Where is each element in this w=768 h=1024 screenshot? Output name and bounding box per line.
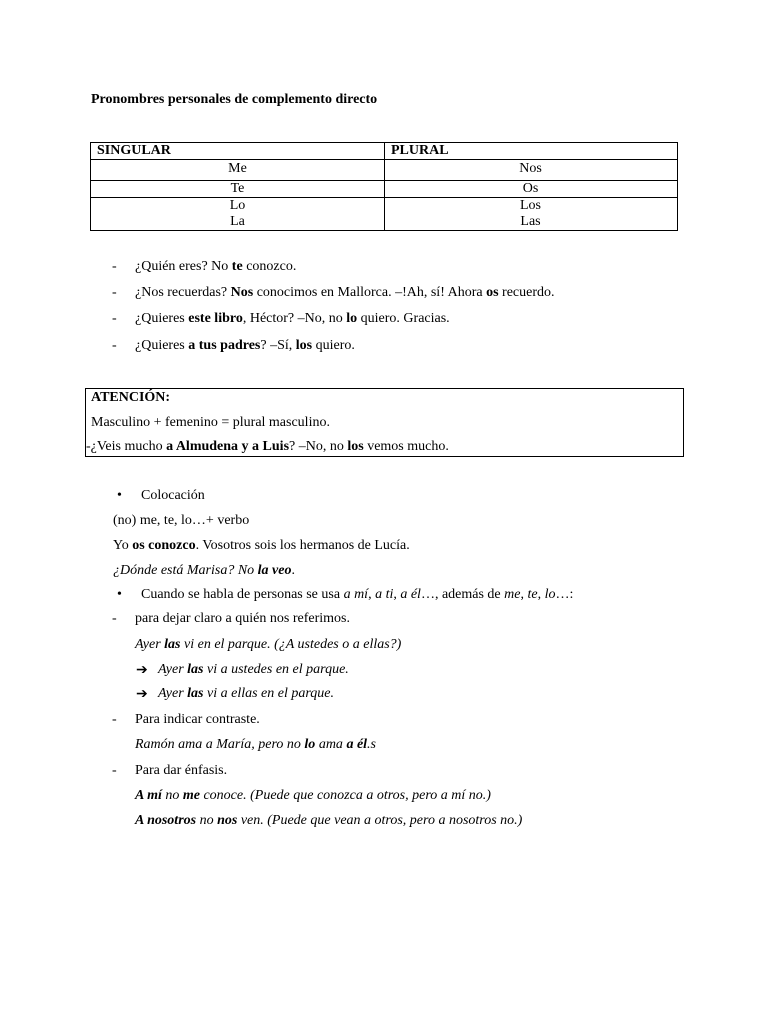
text-run: este libro bbox=[188, 311, 243, 326]
text-run: , Héctor? –No, no bbox=[242, 311, 347, 326]
attention-example bbox=[86, 439, 449, 455]
text-run: os bbox=[486, 285, 499, 300]
text-run: Ayer bbox=[158, 662, 188, 677]
list-dash: - bbox=[112, 712, 117, 727]
text-run: A mí bbox=[135, 788, 162, 803]
text-run: lo bbox=[346, 311, 358, 326]
colocacion-rule: (no) me, te, lo…+ verbo bbox=[113, 513, 250, 528]
text-run: me bbox=[504, 587, 521, 602]
text-run: -¿Veis mucho bbox=[86, 439, 167, 454]
list-dash: - bbox=[112, 285, 117, 300]
example-line bbox=[135, 311, 450, 327]
text-run: Nos bbox=[230, 285, 254, 300]
text-run: Cuando se habla de personas se usa bbox=[141, 587, 344, 602]
text-run: la veo bbox=[257, 563, 292, 578]
page-title: Pronombres personales de complemento directo bbox=[91, 92, 378, 107]
text-run: nos bbox=[217, 813, 238, 828]
list-dash: - bbox=[112, 338, 117, 353]
text-run: a ti bbox=[375, 587, 394, 602]
list-dash: - bbox=[112, 259, 117, 274]
text-run: te bbox=[527, 587, 538, 602]
use-example bbox=[135, 788, 491, 804]
text-run: las bbox=[187, 686, 204, 701]
text-run: Ayer bbox=[135, 637, 165, 652]
text-run: conoce. (Puede que conozca a otros, pero a mí no.) bbox=[199, 788, 491, 803]
list-dash: - bbox=[112, 611, 117, 626]
text-run: ¿Quieres bbox=[135, 338, 189, 353]
text-run: , bbox=[537, 587, 545, 602]
text-run: a él bbox=[346, 737, 368, 752]
text-run: . bbox=[291, 563, 295, 578]
text-run: recuerdo. bbox=[498, 285, 555, 300]
use-label: Para indicar contraste. bbox=[135, 712, 260, 727]
text-run: a mí bbox=[343, 587, 369, 602]
text-run: …, además de bbox=[420, 587, 505, 602]
bullet-icon: • bbox=[117, 488, 122, 503]
text-run: vemos mucho. bbox=[363, 439, 449, 454]
text-run: vi a ustedes en el parque. bbox=[203, 662, 349, 677]
text-run: .s bbox=[367, 737, 376, 752]
table-cell: Los bbox=[520, 198, 541, 213]
list-dash: - bbox=[112, 311, 117, 326]
text-run: Ayer bbox=[158, 686, 188, 701]
text-run: conocimos en Mallorca. –!Ah, sí! Ahora bbox=[253, 285, 487, 300]
text-run: ¿Quién eres? No bbox=[135, 259, 232, 274]
text-run: me bbox=[182, 788, 200, 803]
text-run: conozco. bbox=[242, 259, 297, 274]
text-run: ama bbox=[315, 737, 347, 752]
use-label: para dejar claro a quién nos referimos. bbox=[135, 611, 350, 626]
cuando-paragraph bbox=[141, 587, 573, 603]
pronoun-table bbox=[90, 142, 678, 231]
text-run: ? –No, no bbox=[289, 439, 348, 454]
table-cell: Me bbox=[228, 161, 247, 176]
text-run: los bbox=[295, 338, 313, 353]
arrow-right-icon: ➔ bbox=[136, 663, 148, 678]
text-run: quiero. Gracias. bbox=[357, 311, 450, 326]
text-run: ¿Dónde está Marisa? No bbox=[113, 563, 258, 578]
text-run: os conozco bbox=[132, 538, 196, 553]
use-label: Para dar énfasis. bbox=[135, 763, 228, 778]
text-run: A nosotros bbox=[135, 813, 197, 828]
text-run: , bbox=[520, 587, 528, 602]
table-cell: Lo bbox=[229, 198, 246, 213]
text-run: a tus padres bbox=[188, 338, 261, 353]
colocacion-example bbox=[113, 563, 295, 579]
table-header-plural: PLURAL bbox=[391, 143, 449, 158]
use-example bbox=[135, 637, 401, 653]
use-example-arrow bbox=[158, 662, 349, 678]
text-run: ven. (Puede que vean a otros, pero a nosotros no.) bbox=[237, 813, 523, 828]
text-run: quiero. bbox=[312, 338, 355, 353]
text-run: no bbox=[161, 788, 183, 803]
table-cell: La bbox=[230, 214, 245, 229]
example-line bbox=[135, 338, 355, 354]
colocacion-example bbox=[113, 538, 410, 554]
table-rule bbox=[91, 159, 677, 160]
text-run: las bbox=[187, 662, 204, 677]
text-run: a Almudena y a Luis bbox=[166, 439, 290, 454]
example-line bbox=[135, 285, 555, 301]
text-run: Yo bbox=[113, 538, 133, 553]
text-run: , bbox=[393, 587, 401, 602]
text-run: te bbox=[231, 259, 243, 274]
section-heading-colocacion: Colocación bbox=[141, 488, 205, 503]
text-run: . Vosotros sois los hermanos de Lucía. bbox=[195, 538, 410, 553]
text-run: lo bbox=[304, 737, 316, 752]
table-cell: Os bbox=[522, 181, 539, 196]
text-run: a él bbox=[400, 587, 421, 602]
text-run: vi en el parque. (¿A ustedes o a ellas?) bbox=[180, 637, 402, 652]
text-run: ¿Quieres bbox=[135, 311, 189, 326]
text-run: , bbox=[368, 587, 376, 602]
use-example-arrow bbox=[158, 686, 334, 702]
arrow-right-icon: ➔ bbox=[136, 687, 148, 702]
use-example bbox=[135, 737, 376, 753]
table-cell: Las bbox=[520, 214, 541, 229]
text-run: Ramón ama a María, pero no bbox=[135, 737, 305, 752]
text-run: las bbox=[164, 637, 181, 652]
list-dash: - bbox=[112, 763, 117, 778]
attention-rule: Masculino + femenino = plural masculino. bbox=[91, 415, 330, 430]
text-run: lo bbox=[544, 587, 556, 602]
attention-heading: ATENCIÓN: bbox=[91, 390, 171, 405]
text-run: los bbox=[347, 439, 364, 454]
example-line bbox=[135, 259, 296, 275]
text-run: no bbox=[196, 813, 218, 828]
attention-box bbox=[85, 388, 684, 457]
table-cell: Te bbox=[230, 181, 245, 196]
text-run: …: bbox=[555, 587, 574, 602]
table-cell: Nos bbox=[519, 161, 542, 176]
table-header-singular: SINGULAR bbox=[97, 143, 171, 158]
text-run: ? –Sí, bbox=[260, 338, 296, 353]
bullet-icon: • bbox=[117, 587, 122, 602]
text-run: vi a ellas en el parque. bbox=[203, 686, 335, 701]
text-run: ¿Nos recuerdas? bbox=[135, 285, 231, 300]
use-example bbox=[135, 813, 522, 829]
